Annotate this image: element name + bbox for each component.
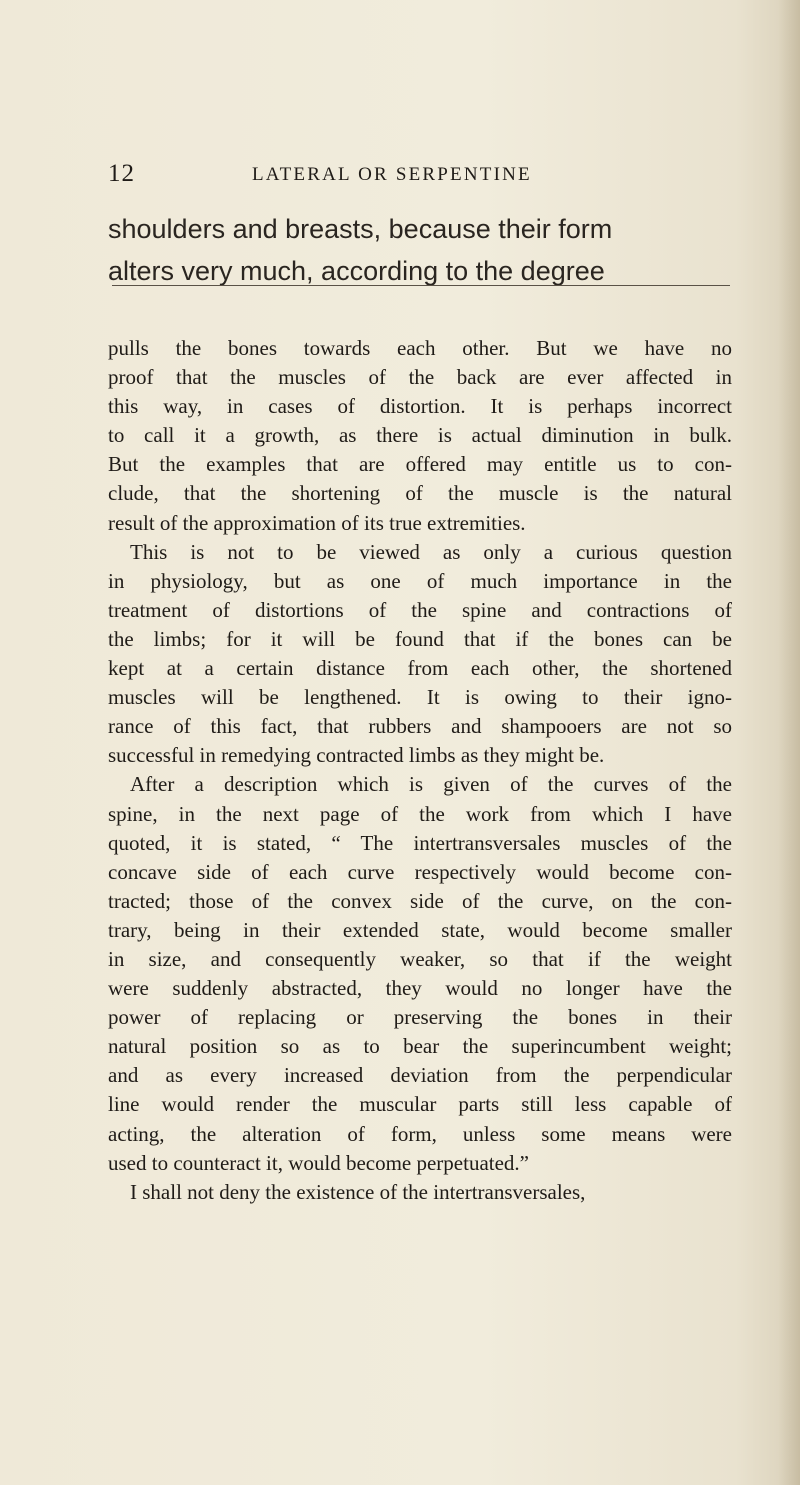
text-line: kept at a certain distance from each other, the shortened — [108, 656, 732, 681]
text-line: acting, the alteration of form, unless some means were — [108, 1121, 732, 1146]
fragment-line: alters very much, according to the degree — [108, 256, 605, 286]
text-line: But the examples that are offered may entitle us to con- — [108, 452, 732, 477]
body-text — [108, 334, 732, 1207]
page-number: 12 — [108, 160, 135, 187]
text-line: I shall not deny the existence of the intertransversales, — [130, 1179, 586, 1204]
text-line: clude, that the shortening of the muscle is the natural — [108, 481, 732, 506]
text-line: concave side of each curve respectively would become con- — [108, 859, 732, 884]
text-line: muscles will be lengthened. It is owing to their igno- — [108, 685, 732, 710]
text-line: This is not to be viewed as only a curious question — [130, 539, 732, 564]
text-line: line would render the muscular parts still less capable of — [108, 1092, 732, 1117]
text-line: power of replacing or preserving the bones in their — [108, 1005, 732, 1030]
text-line: trary, being in their extended state, would become smaller — [108, 917, 732, 942]
text-line: natural position so as to bear the superincumbent weight; — [108, 1034, 732, 1059]
text-line: to call it a growth, as there is actual diminution in bulk. — [108, 423, 732, 448]
text-line: tracted; those of the convex side of the curve, on the con- — [108, 888, 732, 913]
text-line: quoted, it is stated, “ The intertransversales muscles of the — [108, 830, 732, 855]
text-line: result of the approximation of its true extremities. — [108, 510, 526, 535]
text-line: After a description which is given of the curves of the — [130, 772, 732, 797]
running-head: LATERAL OR SERPENTINE — [252, 164, 532, 185]
text-line: used to counteract it, would become perpetuated.” — [108, 1150, 530, 1175]
text-line: this way, in cases of distortion. It is perhaps incorrect — [108, 394, 732, 419]
text-line: spine, in the next page of the work from which I have — [108, 801, 732, 826]
text-line: successful in remedying contracted limbs as they might be. — [108, 743, 605, 768]
text-line: in size, and consequently weaker, so that if the weight — [108, 946, 732, 971]
previous-page-fragment — [108, 208, 728, 292]
text-line: treatment of distortions of the spine and contractions of — [108, 597, 732, 622]
text-line: were suddenly abstracted, they would no longer have the — [108, 976, 732, 1001]
text-line: in physiology, but as one of much importance in the — [108, 568, 732, 593]
divider-rule — [112, 285, 730, 286]
page-edge-shadow — [778, 0, 800, 1485]
text-line: rance of this fact, that rubbers and shampooers are not so — [108, 714, 732, 739]
fragment-line: shoulders and breasts, because their form — [108, 214, 613, 244]
text-line: and as every increased deviation from the perpendicular — [108, 1063, 732, 1088]
text-line: the limbs; for it will be found that if the bones can be — [108, 626, 732, 651]
text-line: proof that the muscles of the back are ever affected in — [108, 365, 732, 390]
text-line: pulls the bones towards each other. But we have no — [108, 336, 732, 360]
page-header — [108, 160, 708, 194]
